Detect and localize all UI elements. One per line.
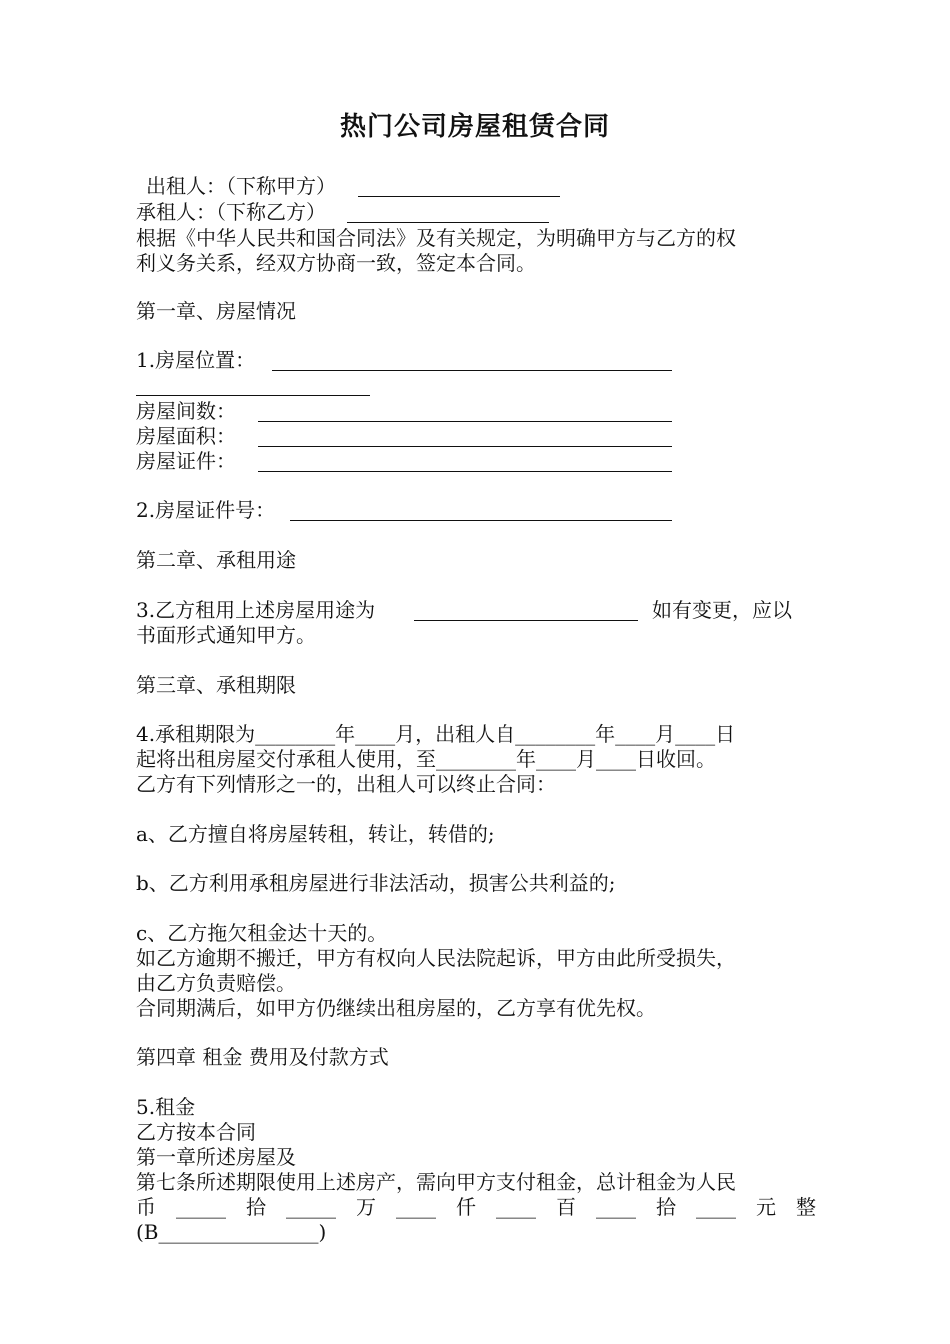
page-title: 热门公司房屋租赁合同 — [339, 112, 610, 142]
chapter-3-heading: 第三章、承租期限 — [136, 673, 296, 697]
location-blank — [272, 370, 672, 371]
amount-token: ____ — [496, 1195, 536, 1219]
cert-no-label: 2.房屋证件号： — [136, 498, 276, 522]
rent-line-1: 乙方按本合同 — [136, 1120, 256, 1144]
rent-amount-words — [136, 1195, 816, 1220]
renewal-clause: 合同期满后，如甲方仍继续出租房屋的，乙方享有优先权。 — [136, 996, 656, 1020]
certificate-label: 房屋证件： — [136, 449, 236, 473]
amount-token: 拾 — [246, 1195, 266, 1219]
term-line-3: 乙方有下列情形之一的，出租人可以终止合同： — [136, 772, 556, 796]
amount-token: ____ — [696, 1195, 736, 1219]
rooms-label: 房屋间数： — [136, 399, 236, 423]
preamble-line-1: 根据《中华人民共和国合同法》及有关规定，为明确甲方与乙方的权 — [136, 226, 736, 250]
lessee-blank — [347, 222, 549, 223]
rent-amount-b: (B________________) — [136, 1220, 327, 1244]
purpose-label: 3.乙方租用上述房屋用途为 — [136, 598, 376, 622]
lessor-label: 出租人：（下称甲方） — [146, 174, 336, 198]
amount-token: _____ — [286, 1195, 336, 1219]
rooms-blank — [258, 421, 672, 422]
preamble-line-2: 利义务关系，经双方协商一致，签定本合同。 — [136, 251, 536, 275]
area-blank — [258, 446, 672, 447]
certificate-blank — [258, 471, 672, 472]
amount-token: 币 — [136, 1195, 156, 1219]
termination-item-c: c、乙方拖欠租金达十天的。 — [136, 921, 388, 945]
chapter-4-heading: 第四章 租金 费用及付款方式 — [136, 1045, 389, 1069]
chapter-1-heading: 第一章、房屋情况 — [136, 299, 296, 323]
termination-item-b: b、乙方利用承租房屋进行非法活动，损害公共利益的; — [136, 871, 616, 895]
purpose-blank — [414, 620, 638, 621]
lessee-label: 承租人：（下称乙方） — [136, 200, 326, 224]
amount-token: _____ — [176, 1195, 226, 1219]
overdue-line-2: 由乙方负责赔偿。 — [136, 971, 296, 995]
location-blank-2 — [136, 395, 370, 396]
overdue-line-1: 如乙方逾期不搬迁，甲方有权向人民法院起诉，甲方由此所受损失， — [136, 946, 736, 970]
rent-line-2: 第一章所述房屋及 — [136, 1145, 296, 1169]
amount-token: 仟 — [456, 1195, 476, 1219]
amount-token: 元 — [756, 1195, 776, 1219]
amount-token: ____ — [396, 1195, 436, 1219]
rent-line-3: 第七条所述期限使用上述房产，需向甲方支付租金，总计租金为人民 — [136, 1170, 736, 1194]
purpose-notify: 书面形式通知甲方。 — [136, 623, 316, 647]
rent-heading: 5.租金 — [136, 1095, 196, 1119]
termination-item-a: a、乙方擅自将房屋转租，转让，转借的; — [136, 822, 495, 846]
purpose-change: 如有变更，应以 — [652, 598, 792, 622]
term-line-1: 4.承租期限为________年____月，出租人自________年____月____日 — [136, 722, 736, 746]
cert-no-blank — [290, 520, 672, 521]
term-line-2: 起将出租房屋交付承租人使用，至________年____月____日收回。 — [136, 747, 716, 771]
amount-token: 拾 — [656, 1195, 676, 1219]
amount-token: 百 — [556, 1195, 576, 1219]
amount-token: ____ — [596, 1195, 636, 1219]
location-label: 1.房屋位置： — [136, 348, 256, 372]
area-label: 房屋面积： — [136, 424, 236, 448]
amount-token: 万 — [356, 1195, 376, 1219]
lessor-blank — [358, 196, 560, 197]
amount-token: 整 — [796, 1195, 816, 1219]
chapter-2-heading: 第二章、承租用途 — [136, 548, 296, 572]
